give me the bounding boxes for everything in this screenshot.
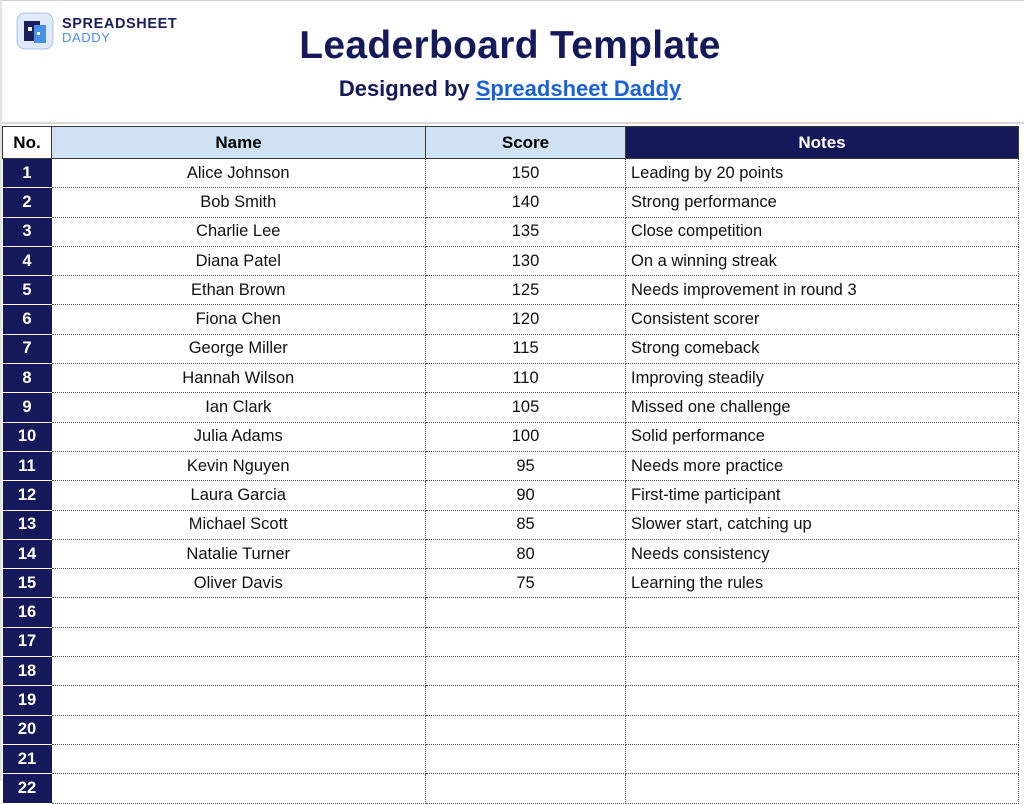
notes-cell[interactable]: First-time participant [626, 481, 1019, 510]
table-row [3, 686, 1019, 715]
score-cell[interactable] [426, 657, 626, 686]
table-row [3, 451, 1019, 480]
row-number-cell[interactable]: 20 [3, 715, 52, 744]
notes-cell[interactable]: Learning the rules [626, 569, 1019, 598]
table-header-row [3, 127, 1019, 159]
subtitle-prefix: Designed by [338, 76, 476, 101]
table-row [3, 276, 1019, 305]
score-cell[interactable]: 105 [426, 393, 626, 422]
name-cell[interactable]: Charlie Lee [52, 217, 426, 246]
name-cell[interactable]: Diana Patel [52, 246, 426, 275]
column-header-score[interactable]: Score [426, 127, 626, 159]
notes-cell[interactable]: Solid performance [626, 422, 1019, 451]
row-number-cell[interactable]: 17 [3, 627, 52, 656]
name-cell[interactable] [52, 686, 426, 715]
notes-cell[interactable] [626, 715, 1019, 744]
row-number-cell[interactable]: 4 [3, 246, 52, 275]
notes-cell[interactable]: Missed one challenge [626, 393, 1019, 422]
name-cell[interactable]: Michael Scott [52, 510, 426, 539]
notes-cell[interactable] [626, 627, 1019, 656]
row-number-cell[interactable]: 19 [3, 686, 52, 715]
notes-cell[interactable]: Needs consistency [626, 539, 1019, 568]
score-cell[interactable]: 75 [426, 569, 626, 598]
name-cell[interactable] [52, 657, 426, 686]
score-cell[interactable] [426, 774, 626, 803]
name-cell[interactable] [52, 744, 426, 773]
name-cell[interactable]: Bob Smith [52, 188, 426, 217]
column-header-name[interactable]: Name [52, 127, 426, 159]
row-number-cell[interactable]: 14 [3, 539, 52, 568]
notes-cell[interactable] [626, 744, 1019, 773]
name-cell[interactable] [52, 774, 426, 803]
notes-cell[interactable]: Consistent scorer [626, 305, 1019, 334]
table-row [3, 539, 1019, 568]
score-cell[interactable]: 130 [426, 246, 626, 275]
score-cell[interactable] [426, 627, 626, 656]
sheet-header [0, 0, 1024, 124]
table-row [3, 627, 1019, 656]
table-row [3, 364, 1019, 393]
row-number-cell[interactable]: 12 [3, 481, 52, 510]
table-row [3, 246, 1019, 275]
row-number-cell[interactable]: 13 [3, 510, 52, 539]
table-row [3, 598, 1019, 627]
row-number-cell[interactable]: 6 [3, 305, 52, 334]
logo-text-line2: DADDY [62, 30, 111, 45]
notes-cell[interactable] [626, 657, 1019, 686]
score-cell[interactable]: 125 [426, 276, 626, 305]
name-cell[interactable] [52, 715, 426, 744]
notes-cell[interactable] [626, 686, 1019, 715]
name-cell[interactable]: Hannah Wilson [52, 364, 426, 393]
notes-cell[interactable] [626, 598, 1019, 627]
page-subtitle [0, 76, 1020, 102]
score-cell[interactable]: 115 [426, 334, 626, 363]
score-cell[interactable] [426, 598, 626, 627]
name-cell[interactable]: Laura Garcia [52, 481, 426, 510]
notes-cell[interactable]: Close competition [626, 217, 1019, 246]
table-row [3, 744, 1019, 773]
notes-cell[interactable]: Leading by 20 points [626, 159, 1019, 188]
name-cell[interactable]: Alice Johnson [52, 159, 426, 188]
table-row [3, 715, 1019, 744]
name-cell[interactable]: Ian Clark [52, 393, 426, 422]
table-row [3, 481, 1019, 510]
notes-cell[interactable]: Slower start, catching up [626, 510, 1019, 539]
table-row [3, 159, 1019, 188]
notes-cell[interactable]: Needs improvement in round 3 [626, 276, 1019, 305]
score-cell[interactable] [426, 686, 626, 715]
score-cell[interactable]: 85 [426, 510, 626, 539]
column-header-no[interactable]: No. [3, 127, 52, 159]
row-number-cell[interactable]: 1 [3, 159, 52, 188]
table-row [3, 217, 1019, 246]
row-number-cell[interactable]: 11 [3, 451, 52, 480]
notes-cell[interactable]: Needs more practice [626, 451, 1019, 480]
row-number-cell[interactable]: 8 [3, 364, 52, 393]
score-cell[interactable]: 150 [426, 159, 626, 188]
table-row [3, 188, 1019, 217]
row-number-cell[interactable]: 18 [3, 657, 52, 686]
table-row [3, 657, 1019, 686]
row-number-cell[interactable]: 22 [3, 774, 52, 803]
score-cell[interactable]: 90 [426, 481, 626, 510]
table-row [3, 334, 1019, 363]
score-cell[interactable]: 135 [426, 217, 626, 246]
score-cell[interactable]: 100 [426, 422, 626, 451]
notes-cell[interactable]: Improving steadily [626, 364, 1019, 393]
row-number-cell[interactable]: 2 [3, 188, 52, 217]
score-cell[interactable]: 110 [426, 364, 626, 393]
table-row [3, 305, 1019, 334]
name-cell[interactable]: George Miller [52, 334, 426, 363]
score-cell[interactable] [426, 715, 626, 744]
table-row [3, 774, 1019, 803]
score-cell[interactable]: 140 [426, 188, 626, 217]
name-cell[interactable]: Natalie Turner [52, 539, 426, 568]
name-cell[interactable]: Ethan Brown [52, 276, 426, 305]
row-number-cell[interactable]: 15 [3, 569, 52, 598]
name-cell[interactable]: Julia Adams [52, 422, 426, 451]
name-cell[interactable]: Fiona Chen [52, 305, 426, 334]
notes-cell[interactable]: On a winning streak [626, 246, 1019, 275]
logo-text-line1: SPREADSHEET [62, 16, 178, 32]
row-number-cell[interactable]: 3 [3, 217, 52, 246]
name-cell[interactable]: Kevin Nguyen [52, 451, 426, 480]
leaderboard-table [2, 126, 1019, 804]
table-row [3, 510, 1019, 539]
row-number-cell[interactable]: 10 [3, 422, 52, 451]
column-header-notes[interactable]: Notes [626, 127, 1019, 159]
score-cell[interactable] [426, 744, 626, 773]
name-cell[interactable]: Oliver Davis [52, 569, 426, 598]
table-row [3, 393, 1019, 422]
score-cell[interactable]: 80 [426, 539, 626, 568]
spreadsheet-daddy-link[interactable]: Spreadsheet Daddy [475, 76, 682, 101]
name-cell[interactable] [52, 627, 426, 656]
table-row [3, 422, 1019, 451]
row-number-cell[interactable]: 9 [3, 393, 52, 422]
row-number-cell[interactable]: 21 [3, 744, 52, 773]
window-left-border [0, 0, 2, 781]
name-cell[interactable] [52, 598, 426, 627]
notes-cell[interactable]: Strong performance [626, 188, 1019, 217]
row-number-cell[interactable]: 5 [3, 276, 52, 305]
score-cell[interactable]: 95 [426, 451, 626, 480]
notes-cell[interactable]: Strong comeback [626, 334, 1019, 363]
row-number-cell[interactable]: 16 [3, 598, 52, 627]
score-cell[interactable]: 120 [426, 305, 626, 334]
page-title: Leaderboard Template [299, 24, 721, 67]
table-row [3, 569, 1019, 598]
notes-cell[interactable] [626, 774, 1019, 803]
row-number-cell[interactable]: 7 [3, 334, 52, 363]
